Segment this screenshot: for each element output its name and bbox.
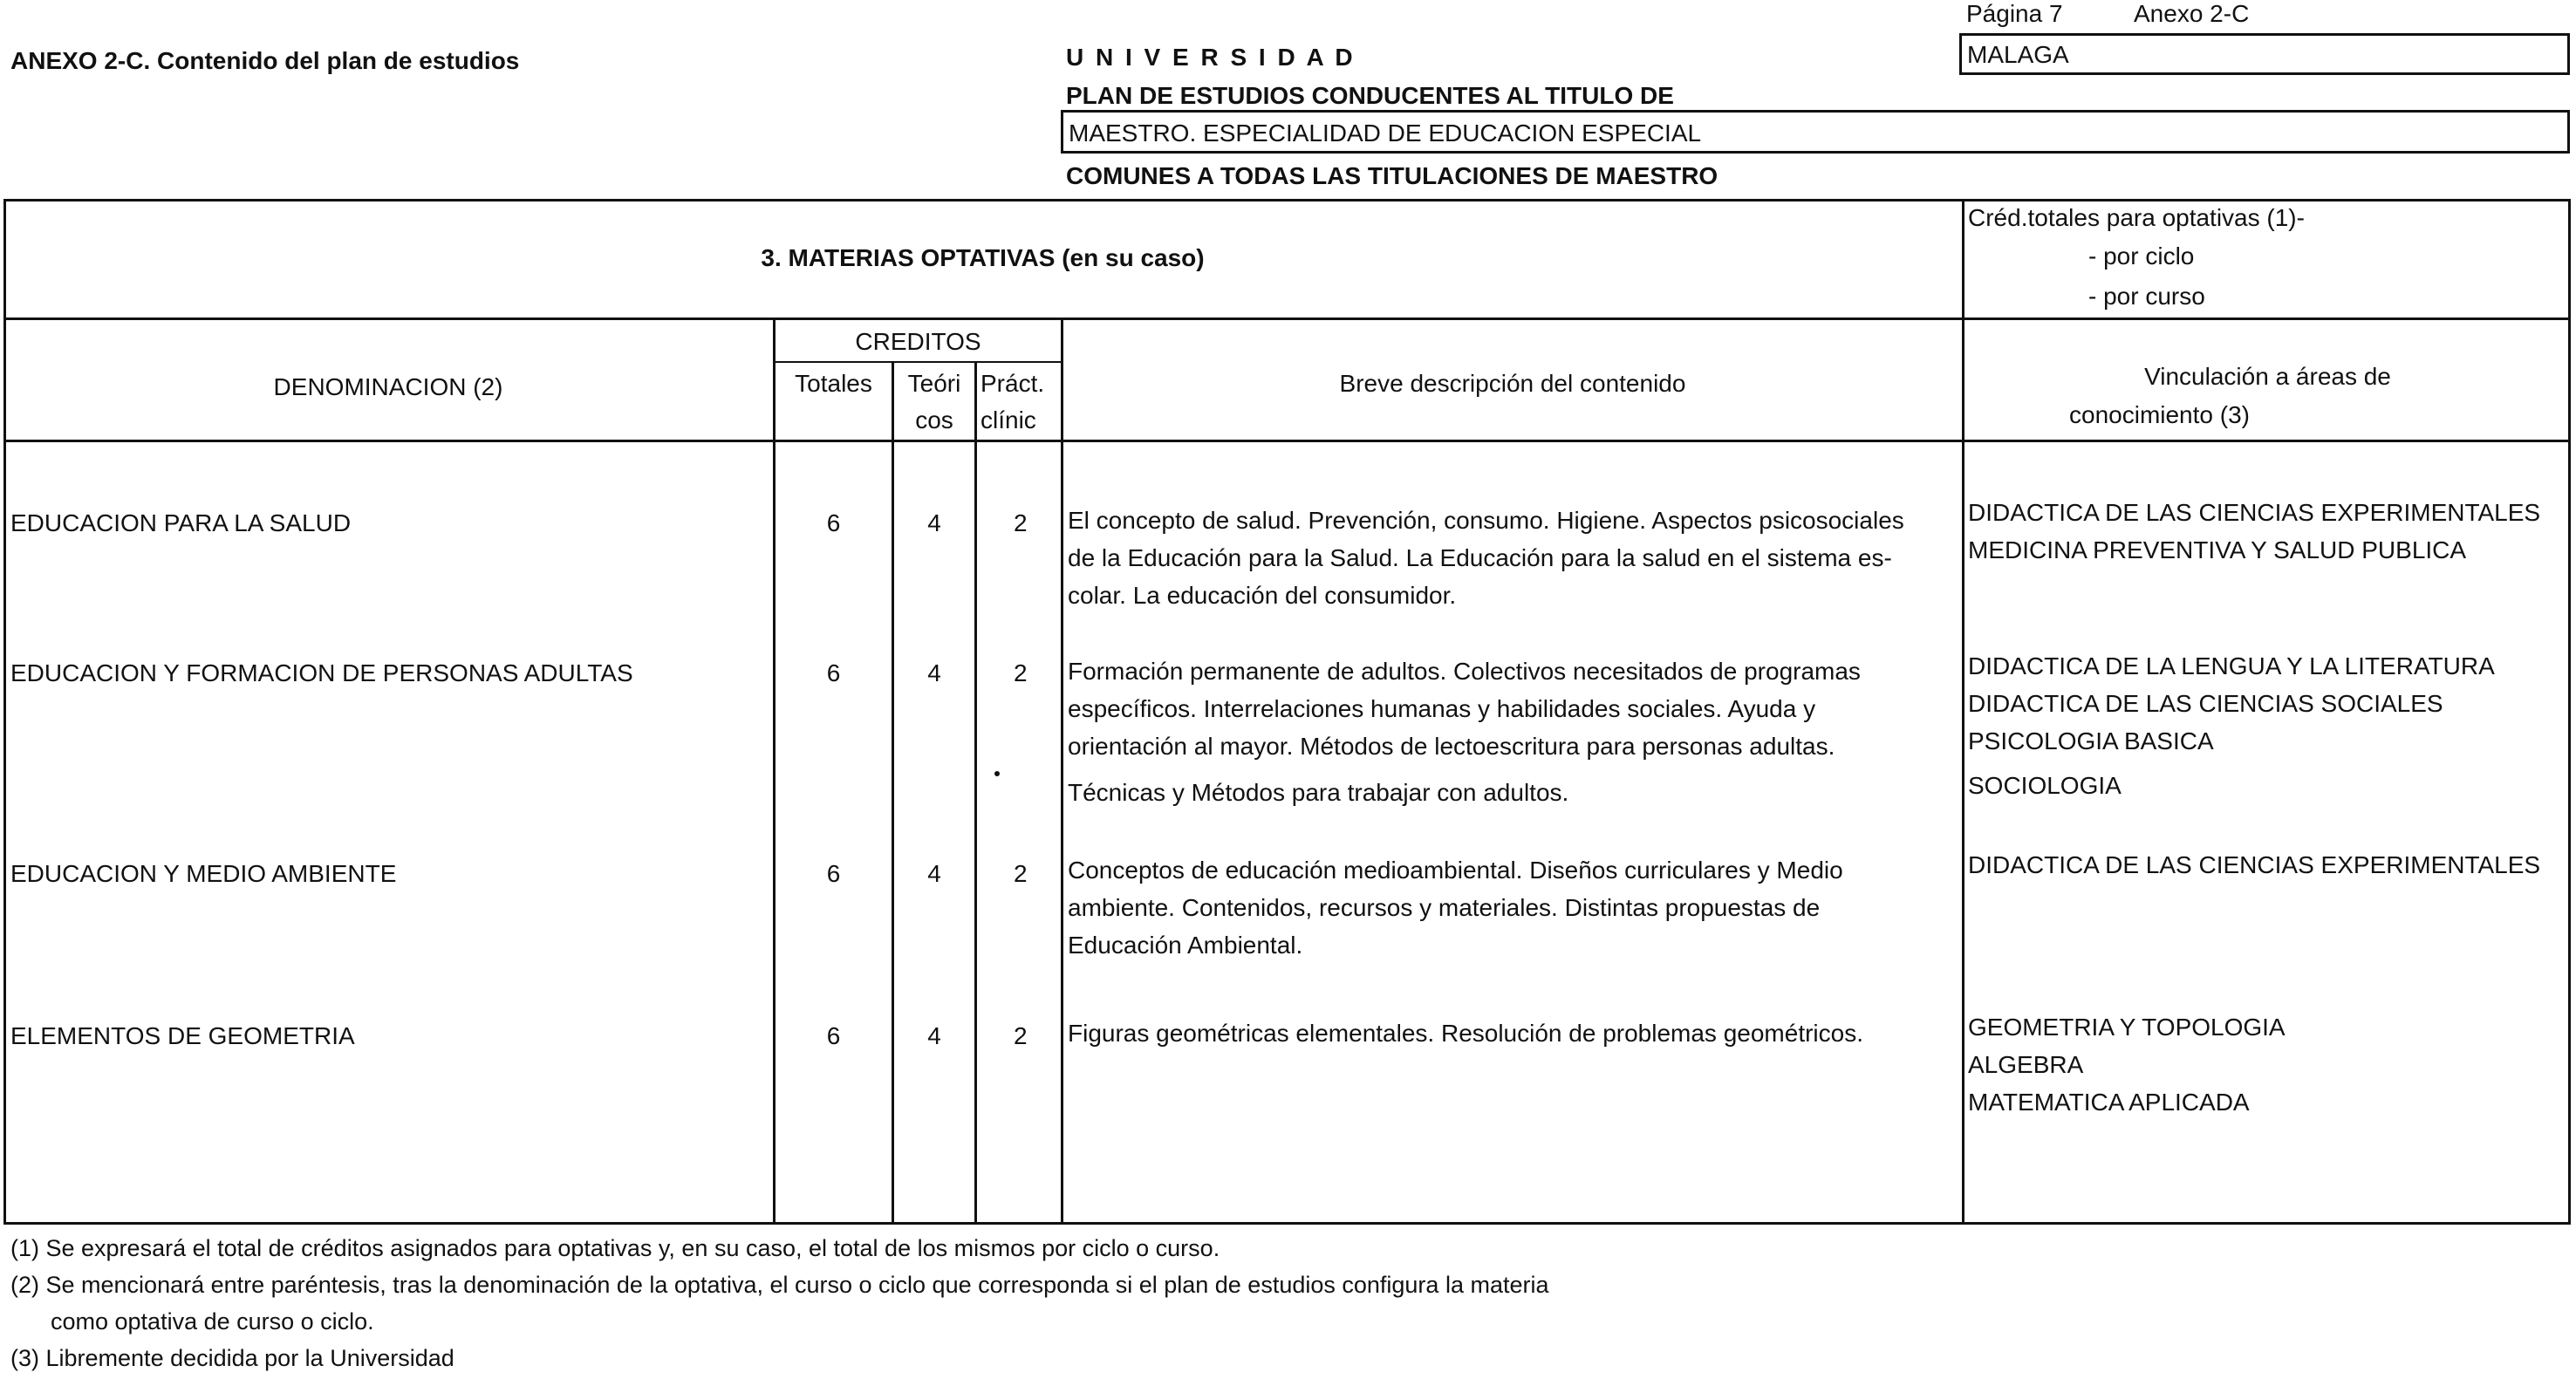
header-descripcion: Breve descripción del contenido	[1339, 370, 1686, 397]
header-vinculacion-1: Vinculación a áreas de	[2144, 363, 2391, 390]
annex-label: Anexo 2-C	[2134, 0, 2250, 27]
header-vinculacion-2: conocimiento (3)	[2069, 401, 2250, 428]
row-1-description	[1068, 502, 1904, 614]
row-1-teoricos: 4	[927, 509, 941, 536]
universidad-label: U N I V E R S I D A D	[1066, 44, 1356, 71]
row-2-name: EDUCACION Y FORMACION DE PERSONAS ADULTAS	[10, 659, 633, 686]
credits-note-line-2: - por ciclo	[2088, 242, 2195, 270]
row-2-practicos: 2	[1014, 659, 1028, 686]
area-line: MATEMATICA APLICADA	[1968, 1089, 2250, 1116]
row-2-totales: 6	[826, 659, 841, 686]
row-3-teoricos: 4	[927, 860, 941, 887]
credits-note-line-3: - por curso	[2088, 283, 2205, 310]
plan-value-box	[1061, 110, 2570, 154]
section-divider	[3, 317, 2571, 320]
creditos-divider	[775, 361, 1063, 363]
row-2-teoricos: 4	[927, 659, 941, 686]
section-title: 3. MATERIAS OPTATIVAS (en su caso)	[761, 244, 1205, 271]
area-line: GEOMETRIA Y TOPOLOGIA	[1968, 1014, 2286, 1041]
row-3-areas	[1968, 846, 2540, 884]
row-4-description	[1068, 1014, 1863, 1052]
area-line: DIDACTICA DE LAS CIENCIAS EXPERIMENTALES	[1968, 499, 2541, 526]
footnote-2-continuation: como optativa de curso o ciclo.	[51, 1308, 374, 1335]
row-1-name: EDUCACION PARA LA SALUD	[10, 509, 352, 536]
header-teoricos-1: Teóri	[907, 370, 961, 397]
row-1-totales: 6	[826, 509, 841, 536]
row-2-areas	[1968, 647, 2495, 804]
description-line: ambiente. Contenidos, recursos y materiales. Distintas propuestas de	[1068, 894, 1821, 921]
university-box	[1959, 33, 2570, 75]
row-3-description	[1068, 851, 1843, 964]
page-number: Página 7	[1966, 0, 2063, 27]
header-denominacion: DENOMINACION (2)	[273, 373, 503, 400]
row-3-name: EDUCACION Y MEDIO AMBIENTE	[10, 860, 397, 887]
row-1-areas	[1968, 494, 2540, 569]
header-practicos-2: clínic	[981, 406, 1036, 434]
row-2-description	[1068, 652, 1861, 811]
description-line: colar. La educación del consumidor.	[1068, 582, 1457, 609]
header-practicos-1: Práct.	[981, 370, 1045, 397]
area-line: SOCIOLOGIA	[1968, 772, 2122, 799]
descripcion-column-divider	[1061, 317, 1063, 1225]
stray-dot	[994, 771, 1000, 776]
teoricos-column-divider	[892, 361, 894, 1225]
footnote-1: (1) Se expresará el total de créditos asignados para optativas y, en su caso, el total de los mismos por ciclo o curso.	[10, 1235, 1220, 1261]
row-3-totales: 6	[826, 860, 841, 887]
row-1-practicos: 2	[1014, 509, 1028, 536]
areas-column-divider	[1962, 199, 1964, 1225]
document-title: ANEXO 2-C. Contenido del plan de estudios	[10, 47, 520, 74]
row-4-name: ELEMENTOS DE GEOMETRIA	[10, 1022, 355, 1049]
area-line: PSICOLOGIA BASICA	[1968, 727, 2214, 754]
description-line: Formación permanente de adultos. Colectivos necesitados de programas	[1068, 658, 1861, 685]
description-line: orientación al mayor. Métodos de lectoescritura para personas adultas.	[1068, 733, 1835, 760]
comunes-label: COMUNES A TODAS LAS TITULACIONES DE MAESTRO	[1066, 162, 1718, 189]
practicos-column-divider	[974, 361, 977, 1225]
row-4-teoricos: 4	[927, 1022, 941, 1049]
totales-column-divider	[773, 317, 776, 1225]
description-line: específicos. Interrelaciones humanas y habilidades sociales. Ayuda y	[1068, 695, 1816, 722]
description-line: Educación Ambiental.	[1068, 932, 1303, 959]
footnote-3: (3) Libremente decidida por la Universidad	[10, 1345, 454, 1371]
row-4-areas	[1968, 1008, 2286, 1121]
row-4-practicos: 2	[1014, 1022, 1028, 1049]
area-line: ALGEBRA	[1968, 1051, 2084, 1078]
row-4-totales: 6	[826, 1022, 841, 1049]
footnote-2: (2) Se mencionará entre paréntesis, tras la denominación de la optativa, el curso o ciclo que corresponda si el plan de estudios configura la materia	[10, 1272, 1549, 1298]
credits-note-line-1: Créd.totales para optativas (1)-	[1968, 204, 2305, 231]
description-line: de la Educación para la Salud. La Educación para la salud en el sistema es-	[1068, 544, 1892, 571]
description-line: Técnicas y Métodos para trabajar con adultos.	[1068, 779, 1569, 806]
header-creditos: CREDITOS	[855, 328, 981, 355]
description-line: El concepto de salud. Prevención, consumo. Higiene. Aspectos psicosociales	[1068, 507, 1904, 534]
description-line: Conceptos de educación medioambiental. Diseños curriculares y Medio	[1068, 857, 1843, 884]
area-line: DIDACTICA DE LAS CIENCIAS EXPERIMENTALES	[1968, 851, 2541, 878]
footnotes	[10, 1230, 1549, 1376]
university-value: MALAGA	[1967, 41, 2069, 68]
row-3-practicos: 2	[1014, 860, 1028, 887]
header-teoricos-2: cos	[915, 406, 953, 434]
area-line: DIDACTICA DE LAS CIENCIAS SOCIALES	[1968, 690, 2443, 717]
header-divider	[3, 440, 2571, 442]
header-totales: Totales	[795, 370, 872, 397]
description-line: Figuras geométricas elementales. Resolución de problemas geométricos.	[1068, 1020, 1863, 1047]
area-line: DIDACTICA DE LA LENGUA Y LA LITERATURA	[1968, 652, 2495, 679]
plan-value: MAESTRO. ESPECIALIDAD DE EDUCACION ESPECIAL	[1069, 119, 1702, 147]
area-line: MEDICINA PREVENTIVA Y SALUD PUBLICA	[1968, 536, 2467, 563]
plan-label: PLAN DE ESTUDIOS CONDUCENTES AL TITULO DE	[1066, 82, 1674, 109]
